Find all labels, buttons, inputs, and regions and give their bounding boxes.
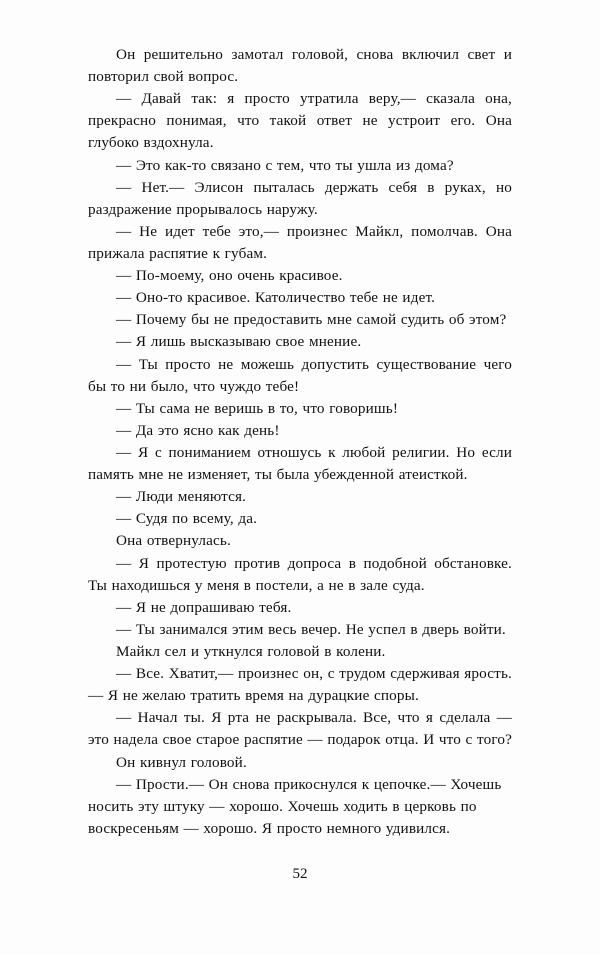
paragraph: — Это как-то связано с тем, что ты ушла из дома?: [116, 156, 454, 174]
paragraph: — Прости.— Он снова прикоснулся к цепочке.— Хочешь носить эту штуку — хорошо. Хочешь ходить в церковь по воскресеньям — хорошо. Я просто немного удивился.: [88, 775, 502, 837]
paragraph: Он кивнул головой.: [116, 753, 247, 771]
paragraph: — Оно-то красивое. Католичество тебе не идет.: [116, 289, 436, 307]
paragraph: Он решительно замотал головой, снова включил свет и повторил свой вопрос.: [88, 46, 512, 86]
paragraph: — Да это ясно как день!: [116, 421, 280, 439]
paragraph: — Я лишь высказываю свое мнение.: [116, 333, 362, 351]
paragraph: — Судя по всему, да.: [116, 510, 258, 528]
paragraph: — Люди меняются.: [116, 488, 247, 506]
paragraph: — Не идет тебе это,— произнес Майкл, помолчав. Она прижала распятие к губам.: [88, 222, 512, 262]
page-number: 52: [292, 866, 308, 882]
paragraph: — Я не допрашиваю тебя.: [116, 598, 292, 616]
paragraph: — Все. Хватит,— произнес он, с трудом сдерживая ярость.— Я не желаю тратить время на дурацкие споры.: [88, 665, 512, 705]
paragraph: — Нет.— Элисон пыталась держать себя в руках, но раздражение прорывалось наружу.: [88, 178, 512, 218]
paragraph: — Почему бы не предоставить мне самой судить об этом?: [116, 311, 507, 329]
paragraph: — Давай так: я просто утратила веру,— сказала она, прекрасно понимая, что такой ответ не устроит его. Она глубоко вздохнула.: [88, 90, 512, 152]
paragraph: — По-моему, оно очень красивое.: [116, 267, 343, 285]
paragraph: — Ты просто не можешь допустить существование чего бы то ни было, что чуждо тебе!: [88, 355, 512, 395]
paragraph: Она отвернулась.: [116, 532, 231, 550]
page-text-block: [88, 44, 512, 840]
paragraph: — Начал ты. Я рта не раскрывала. Все, что я сделала — это надела свое старое распятие — подарок отца. И что с того?: [88, 709, 512, 749]
paragraph: — Ты занимался этим весь вечер. Не успел в дверь войти.: [116, 620, 506, 638]
paragraph: — Я с пониманием отношусь к любой религии. Но если память мне не изменяет, ты была убежденной атеисткой.: [88, 443, 512, 484]
paragraph: — Ты сама не веришь в то, что говоришь!: [116, 399, 399, 417]
paragraph: — Я протестую против допроса в подобной обстановке. Ты находишься у меня в постели, а не в зале суда.: [88, 554, 512, 594]
paragraph: Майкл сел и уткнулся головой в колени.: [116, 642, 386, 660]
